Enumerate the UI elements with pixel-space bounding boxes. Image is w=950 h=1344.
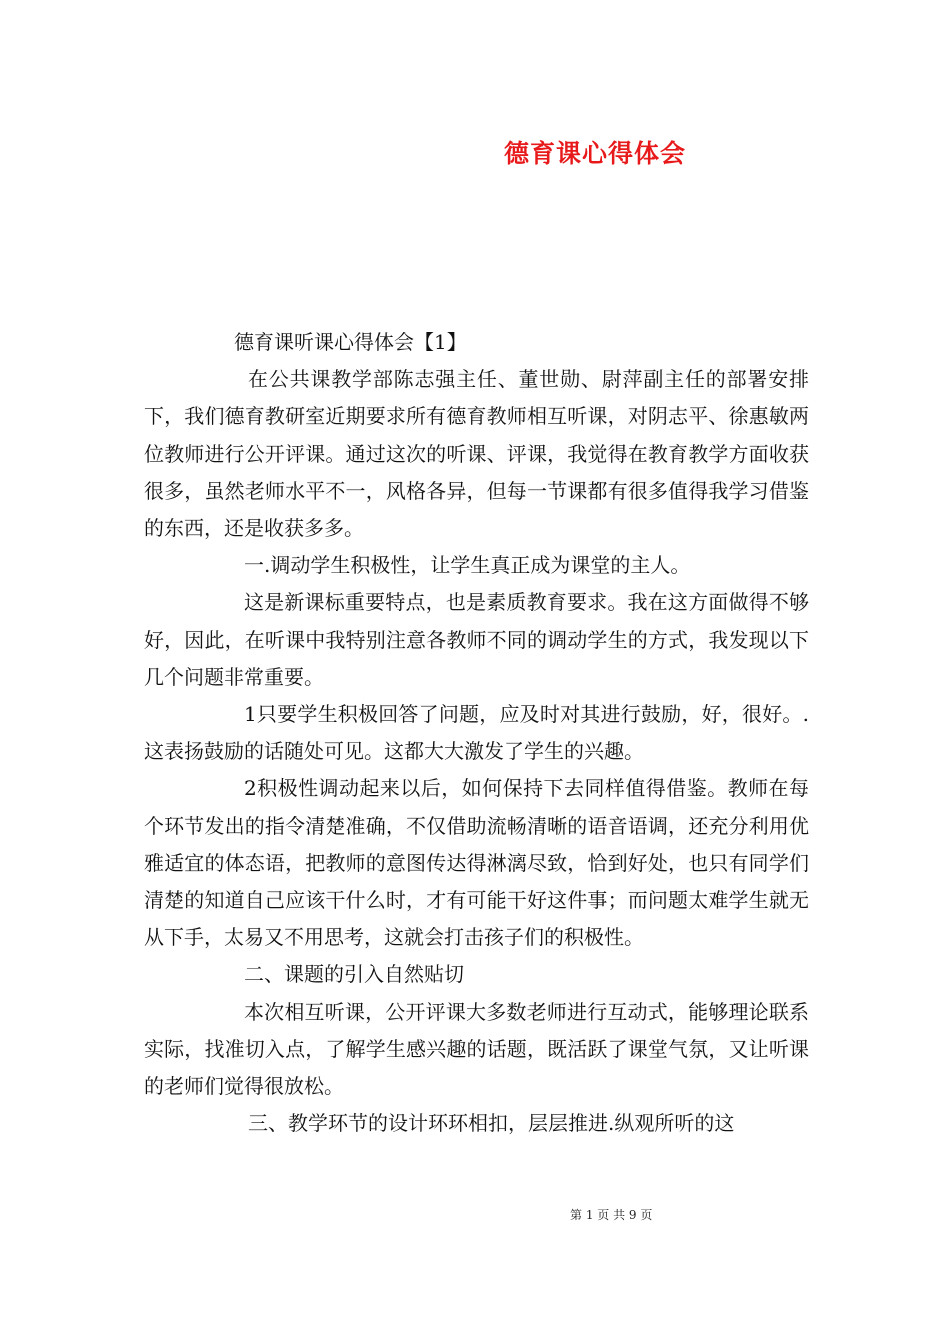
body-paragraph: 2积极性调动起来以后，如何保持下去同样值得借鉴。教师在每个环节发出的指令清楚准确，不仅借助流畅清晰的语音语调，还充分利用优雅适宜的体态语，把教师的意图传达得淋漓尽致，恰到好处，也只有同学们清楚的知道自己应该干什么时，才有可能干好这件事；而问题太难学生就无从下手，太易又不用思考，这就会打击孩子们的积极性。 xyxy=(144,776,809,950)
section-heading: 三、教学环节的设计环环相扣，层层推进.纵观所听的这 xyxy=(248,1111,735,1136)
body-paragraph: 这是新课标重要特点，也是素质教育要求。我在这方面做得不够好，因此，在听课中我特别注意各教师不同的调动学生的方式，我发现以下几个问题非常重要。 xyxy=(144,590,809,689)
body-paragraph: 1只要学生积极回答了问题，应及时对其进行鼓励，好，很好。.这表扬鼓励的话随处可见。这都大大激发了学生的兴趣。 xyxy=(144,702,809,764)
section-heading: 一.调动学生积极性，让学生真正成为课堂的主人。 xyxy=(244,553,691,578)
document-body xyxy=(144,324,809,1142)
section-heading: 二、课题的引入自然贴切 xyxy=(244,962,464,987)
body-paragraph: 在公共课教学部陈志强主任、董世勋、尉萍副主任的部署安排下，我们德育教研室近期要求所有德育教师相互听课，对阴志平、徐惠敏两位教师进行公开评课。通过这次的听课、评课，我觉得在教育教学方面收获很多，虽然老师水平不一，风格各异，但每一节课都有很多值得我学习借鉴的东西，还是收获多多。 xyxy=(144,367,809,541)
document-title: 德育课心得体会 xyxy=(503,139,686,168)
section-subtitle: 德育课听课心得体会【1】 xyxy=(234,330,467,354)
page-number: 第 1 页 共 9 页 xyxy=(570,1208,653,1222)
body-paragraph: 本次相互听课，公开评课大多数老师进行互动式，能够理论联系实际，找准切入点，了解学生感兴趣的话题，既活跃了课堂气氛，又让听课的老师们觉得很放松。 xyxy=(144,999,809,1099)
